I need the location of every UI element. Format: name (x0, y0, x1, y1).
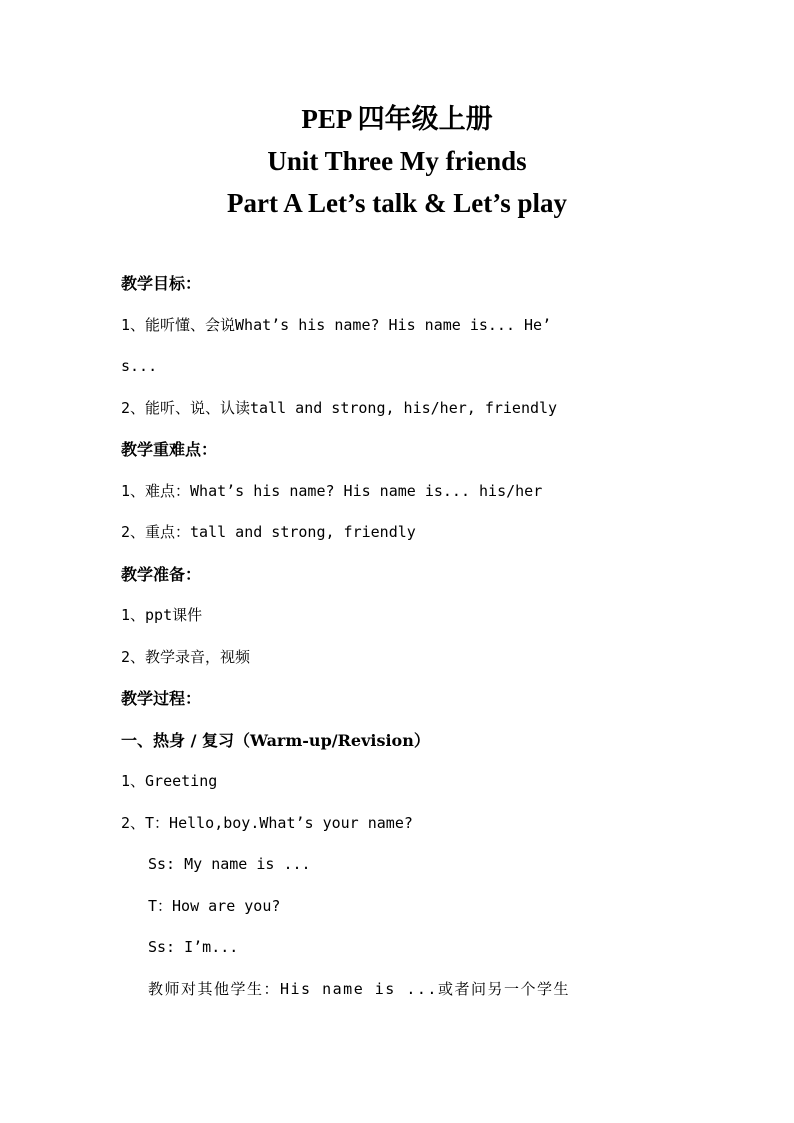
dialogue-students-1: Ss: My name is ... (148, 855, 311, 873)
key-points-item-1: 1、难点：What’s his name? His name is... his/her (121, 481, 543, 500)
document-title (0, 98, 794, 224)
preparation-item-1: 1、ppt课件 (121, 606, 203, 624)
dialogue-teacher-2: T：How are you? (148, 896, 281, 915)
objectives-item-2: 2、能听、说、认读tall and strong, his/her, friendly (121, 398, 558, 417)
title-line-grade: PEP 四年级上册 (301, 104, 493, 134)
key-points-item-2: 2、重点：tall and strong, friendly (121, 523, 416, 541)
objectives-item-1: 1、能听懂、会说What’s his name? His name is... He’ (121, 315, 552, 334)
teacher-instruction: 教师对其他学生：His name is ...或者问另一个学生 (148, 979, 570, 998)
document-body (121, 263, 681, 1010)
title-line-part: Part A Let’s talk & Let’s play (227, 188, 567, 218)
objectives-heading: 教学目标： (121, 274, 202, 293)
preparation-heading: 教学准备： (121, 564, 202, 584)
process-item-2: 2、T：Hello,boy.What’s your name? (121, 813, 413, 832)
dialogue-students-2: Ss: I’m... (148, 938, 239, 956)
key-points-heading: 教学重难点： (121, 440, 218, 459)
process-warmup-heading: 一、热身 / 复习（Warm-up/Revision） (121, 730, 430, 750)
title-line-unit: Unit Three My friends (267, 146, 527, 176)
process-item-1: 1、Greeting (121, 772, 218, 790)
process-heading: 教学过程： (121, 689, 202, 708)
objectives-item-1-continued: s... (121, 357, 158, 375)
preparation-item-2: 2、教学录音，视频 (121, 647, 251, 666)
